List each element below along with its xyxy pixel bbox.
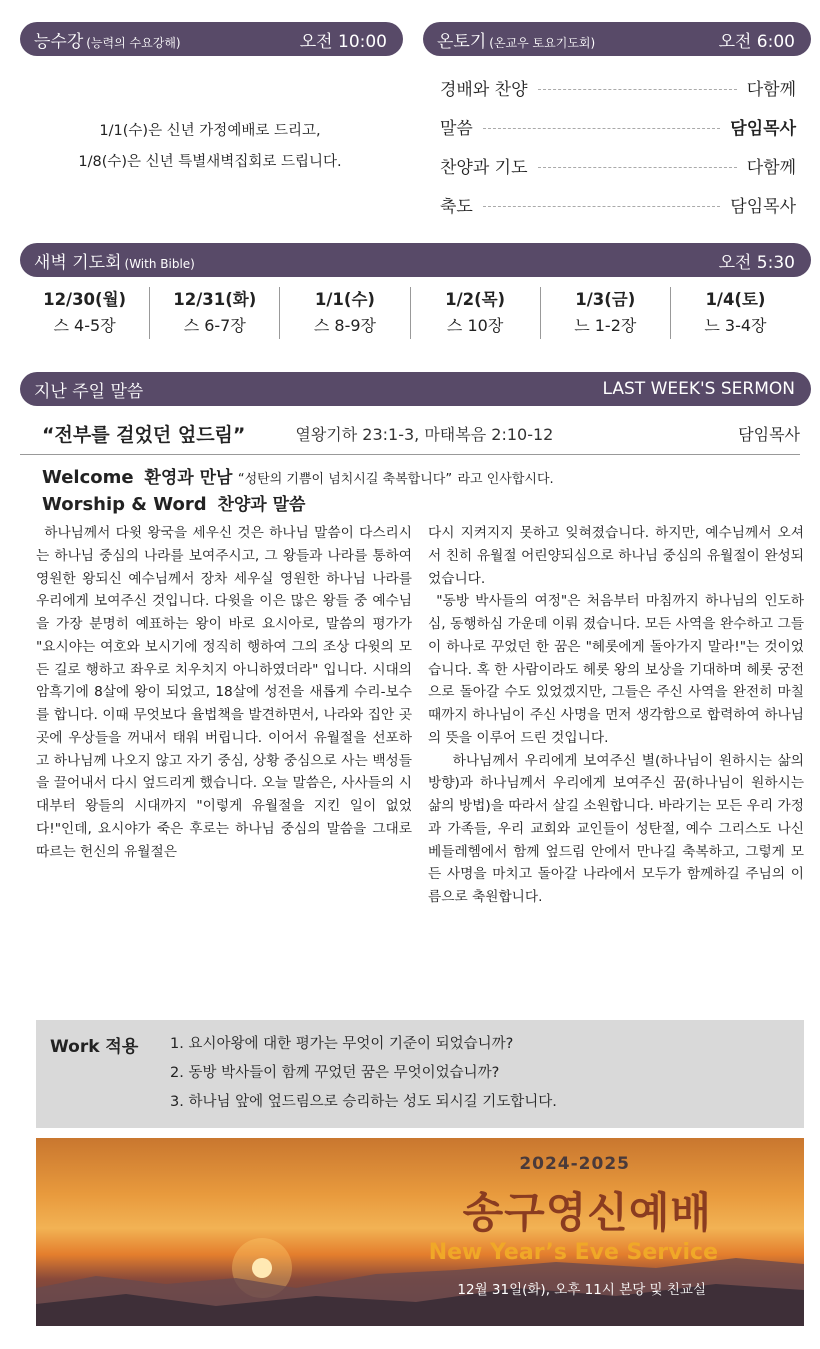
sermon-body-right <box>428 522 804 909</box>
order-who: 다함께 <box>746 158 796 178</box>
new-year-banner <box>36 1138 804 1326</box>
order-row <box>440 68 796 107</box>
saturday-title: 온토기 <box>437 31 487 52</box>
order-label: 말씀 <box>440 119 473 139</box>
body-paragraph: "동방 박사들의 여정"은 처음부터 마침까지 하나님의 인도하심, 동행하심 가운데 이뤄 졌습니다. 모든 사역을 완수하고 그들이 하나로 꾸었던 한 꿈은 "헤롯에게 돌아가지 말라!"는 것이었습니다. 혹 한 사람이라도 헤롯 왕의 보상을 기대하며 헤롯 궁전으로 돌아갈 수도 있었겠지만, 그들은 주신 사역을 완전히 마칠 때까지 하나님이 주신 사명을 먼저 생각함으로 합력하여 하나님의 뜻을 이루어 드린 것입니다. <box>428 593 804 746</box>
wednesday-notice <box>20 116 400 178</box>
work-application <box>36 1020 804 1128</box>
sermon-header-title: 지난 주일 말씀 <box>34 381 144 402</box>
dawn-passage: 느 1-2장 <box>574 316 637 335</box>
dawn-schedule <box>20 287 800 339</box>
divider <box>20 454 800 455</box>
dawn-subtitle: (With Bible) <box>124 256 195 271</box>
sermon-preacher: 담임목사 <box>738 424 800 444</box>
sermon-header-en: LAST WEEK'S SERMON <box>602 379 795 399</box>
sermon-header <box>20 372 811 406</box>
dawn-passage: 스 4-5장 <box>53 316 116 335</box>
order-row <box>440 185 796 224</box>
welcome-rest: 라고 인사합시다. <box>457 472 554 487</box>
order-who: 다함께 <box>746 80 796 100</box>
dawn-date: 1/3(금) <box>575 290 636 309</box>
worship-en: Worship & Word <box>42 494 207 515</box>
saturday-time: 오전 6:00 <box>718 31 795 52</box>
body-paragraph: 다시 지켜지지 못하고 잊혀졌습니다. 하지만, 예수님께서 오셔서 친히 유월절 어린양되심으로 하나님 중심의 유월절이 완성되었습니다. <box>428 525 804 587</box>
notice-line: 1/8(수)은 신년 특별새벽집회로 드립니다. <box>78 154 342 170</box>
sermon-body-left <box>36 522 412 909</box>
dawn-day <box>20 287 150 339</box>
dawn-time: 오전 5:30 <box>718 252 795 273</box>
body-paragraph: 하나님께서 우리에게 보여주신 별(하나님이 원하시는 삶의 방향)과 하나님께서 우리에게 보여주신 꿈(하나님이 원하시는 삶의 방법)을 따라서 살길 소원합니다. 바라기는 모든 우리 가정과 가족들, 우리 교회와 교인들이 성탄절, 예수 그리스도 나신 베들레헴에서 함께 엎드림 안에서 만나길 축복하고, 그렇게 모든 사명을 마치고 돌아갈 나라에서 모두가 함께하길 주님의 이름으로 축원합니다. <box>428 752 804 905</box>
order-label: 경배와 찬양 <box>440 80 528 100</box>
welcome-line <box>42 463 554 488</box>
dawn-day <box>541 287 671 339</box>
wednesday-header <box>20 22 403 56</box>
dawn-date: 1/4(토) <box>705 290 766 309</box>
banner-details: 12월 31일(화), 오후 11시 본당 및 친교실 <box>457 1282 706 1298</box>
dawn-title: 새벽 기도회 <box>34 252 122 273</box>
sermon-body <box>36 522 804 909</box>
dawn-day <box>411 287 541 339</box>
dawn-date: 12/30(월) <box>43 290 127 309</box>
order-leader-dots <box>483 206 720 207</box>
dawn-day <box>671 287 800 339</box>
dawn-passage: 느 3-4장 <box>704 316 767 335</box>
banner-title: 송구영신예배 <box>462 1188 712 1237</box>
saturday-header <box>423 22 811 56</box>
worship-ko: 찬양과 말씀 <box>217 495 306 515</box>
order-label: 축도 <box>440 197 473 217</box>
notice-line: 1/1(수)은 신년 가정예배로 드리고, <box>99 123 321 139</box>
body-paragraph: 하나님께서 다윗 왕국을 세우신 것은 하나님 말씀이 다스리시는 하나님 중심의 나라를 보여주시고, 그 왕들과 나라를 통하여 영원한 왕되신 예수님께서 장차 세우실 영원한 하나님 나라를 우리에게 보여주신 것입니다. 다윗을 이은 많은 왕들 중 예수님을 가장 분명히 예표하는 왕이 바로 요시아로, 말씀의 평가가 "요시야는 여호와 보시기에 정직히 행하여 그의 조상 다윗의 모든 길로 행하고 좌우로 치우치지 아니하였더라" 입니다. 시대의 암흑기에 8살에 왕이 되었고, 18살에 성전을 새롭게 수리-보수를 합니다. 이때 무엇보다 율법책을 발견하면서, 나라와 집안 곳곳에 우상들을 꺼내서 태워 버립니다. 이어서 유월절을 선포하고 하나님께 나오지 않고 자기 중심, 상황 중심으로 사는 백성들을 끌어내서 다시 엎드리게 했습니다. 오늘 말씀은, 사사들의 시대부터 왕들의 시대까지 "이렇게 유월절을 지킨 일이 없었다!"인데, 요시야가 죽은 후로는 하나님 중심의 말씀을 그대로 따르는 헌신의 유월절은 <box>36 525 412 860</box>
dawn-passage: 스 10장 <box>446 316 504 335</box>
dawn-day <box>150 287 280 339</box>
sermon-info <box>42 418 800 448</box>
work-item: 2. 동방 박사들이 함께 꾸었던 꿈은 무엇이었습니까? <box>170 1065 500 1081</box>
dawn-date: 1/1(수) <box>314 290 375 309</box>
work-item: 1. 요시아왕에 대한 평가는 무엇이 기준이 되었습니까? <box>170 1036 514 1052</box>
order-row <box>440 146 796 185</box>
welcome-en: Welcome <box>42 467 134 488</box>
saturday-order <box>440 68 796 224</box>
work-list <box>170 1030 557 1117</box>
order-leader-dots <box>538 167 737 168</box>
work-item: 3. 하나님 앞에 엎드림으로 승리하는 성도 되시길 기도합니다. <box>170 1094 557 1110</box>
dawn-passage: 스 8-9장 <box>313 316 376 335</box>
welcome-ko: 환영과 만남 <box>144 468 233 488</box>
work-title: Work 적용 <box>50 1037 139 1057</box>
saturday-subtitle: (온교우 토요기도회) <box>489 35 596 50</box>
wednesday-title: 능수강 <box>34 31 84 52</box>
dawn-day <box>280 287 410 339</box>
banner-subtitle-en: New Year’s Eve Service <box>428 1240 718 1265</box>
sermon-reference: 열왕기하 23:1-3, 마태복음 2:10-12 <box>295 424 554 444</box>
order-who: 담임목사 <box>730 119 796 139</box>
order-leader-dots <box>538 89 737 90</box>
wednesday-time: 오전 10:00 <box>299 31 387 52</box>
dawn-header <box>20 243 811 277</box>
worship-line <box>42 490 305 515</box>
wednesday-subtitle: (능력의 수요강해) <box>86 35 181 50</box>
order-leader-dots <box>483 128 720 129</box>
order-row <box>440 107 796 146</box>
order-label: 찬양과 기도 <box>440 158 528 178</box>
order-who: 담임목사 <box>730 197 796 217</box>
dawn-date: 12/31(화) <box>173 290 257 309</box>
banner-year: 2024-2025 <box>519 1154 630 1174</box>
welcome-quote: “성탄의 기쁨이 넘치시길 축복합니다” <box>237 472 453 487</box>
dawn-passage: 스 6-7장 <box>183 316 246 335</box>
sermon-title: “전부를 걸었던 엎드림” <box>42 423 246 446</box>
dawn-date: 1/2(목) <box>445 290 506 309</box>
